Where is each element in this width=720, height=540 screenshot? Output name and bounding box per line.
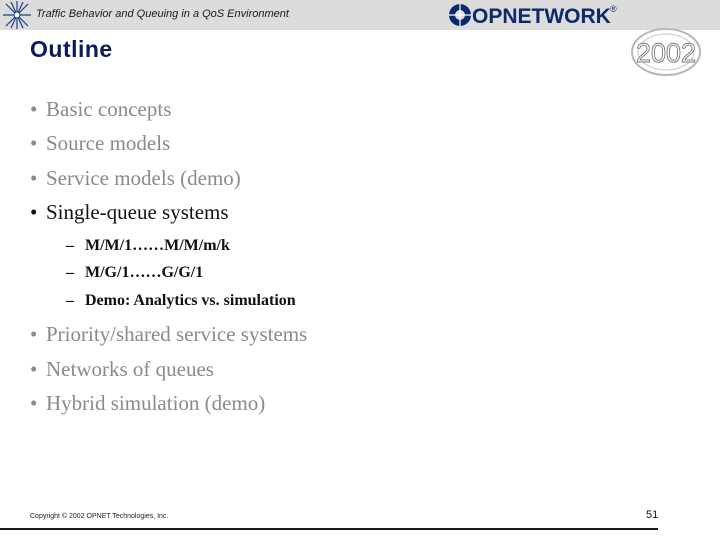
- outline-item: [30, 165, 241, 191]
- sub-item-label: M/M/1……M/M/m/k: [85, 237, 230, 254]
- outline-item: [30, 356, 214, 382]
- sub-item: [66, 263, 203, 283]
- sub-item-label: M/G/1……G/G/1: [85, 264, 204, 281]
- sub-item: [66, 236, 230, 256]
- outline-item: [30, 390, 265, 416]
- bullet-symbol: •: [30, 200, 38, 224]
- outline-item-label: Hybrid simulation (demo): [46, 391, 266, 415]
- outline-item: [30, 321, 307, 347]
- bullet-symbol: •: [30, 131, 38, 155]
- bullet-symbol: •: [30, 166, 38, 190]
- outline-item-label: Source models: [46, 131, 171, 155]
- dash-symbol: –: [66, 292, 74, 309]
- outline-item: [30, 96, 171, 122]
- footer-divider: [0, 528, 658, 530]
- slide-title: Outline: [30, 36, 113, 62]
- dash-symbol: –: [66, 237, 74, 254]
- bullet-symbol: •: [30, 97, 38, 121]
- bullet-symbol: •: [30, 322, 38, 346]
- sub-item-label: Demo: Analytics vs. simulation: [85, 292, 296, 309]
- outline-item: [30, 130, 170, 156]
- outline-item-label: Single-queue systems: [46, 200, 229, 224]
- presentation-title: Traffic Behavior and Queuing in a QoS Environment: [36, 8, 289, 20]
- sub-item: [66, 291, 296, 311]
- year-text: 2002: [635, 38, 697, 68]
- brand-registered-mark: ®: [610, 4, 617, 14]
- outline-item-label: Priority/shared service systems: [46, 322, 308, 346]
- bullet-symbol: •: [30, 357, 38, 381]
- copyright-notice: Copyright © 2002 OPNET Technologies, Inc.: [30, 513, 169, 520]
- brand-text: OPNETWORK: [472, 5, 611, 28]
- outline-item-label: Networks of queues: [46, 357, 214, 381]
- outline-item-label: Service models (demo): [46, 166, 241, 190]
- year-2002-badge: [630, 26, 702, 78]
- outline-item-label: Basic concepts: [46, 97, 172, 121]
- bullet-symbol: •: [30, 391, 38, 415]
- dash-symbol: –: [66, 264, 74, 281]
- starburst-logo-icon: [2, 0, 32, 30]
- page-number: 51: [646, 509, 659, 521]
- opnetwork-logo: [446, 1, 624, 29]
- outline-item-current: [30, 199, 229, 225]
